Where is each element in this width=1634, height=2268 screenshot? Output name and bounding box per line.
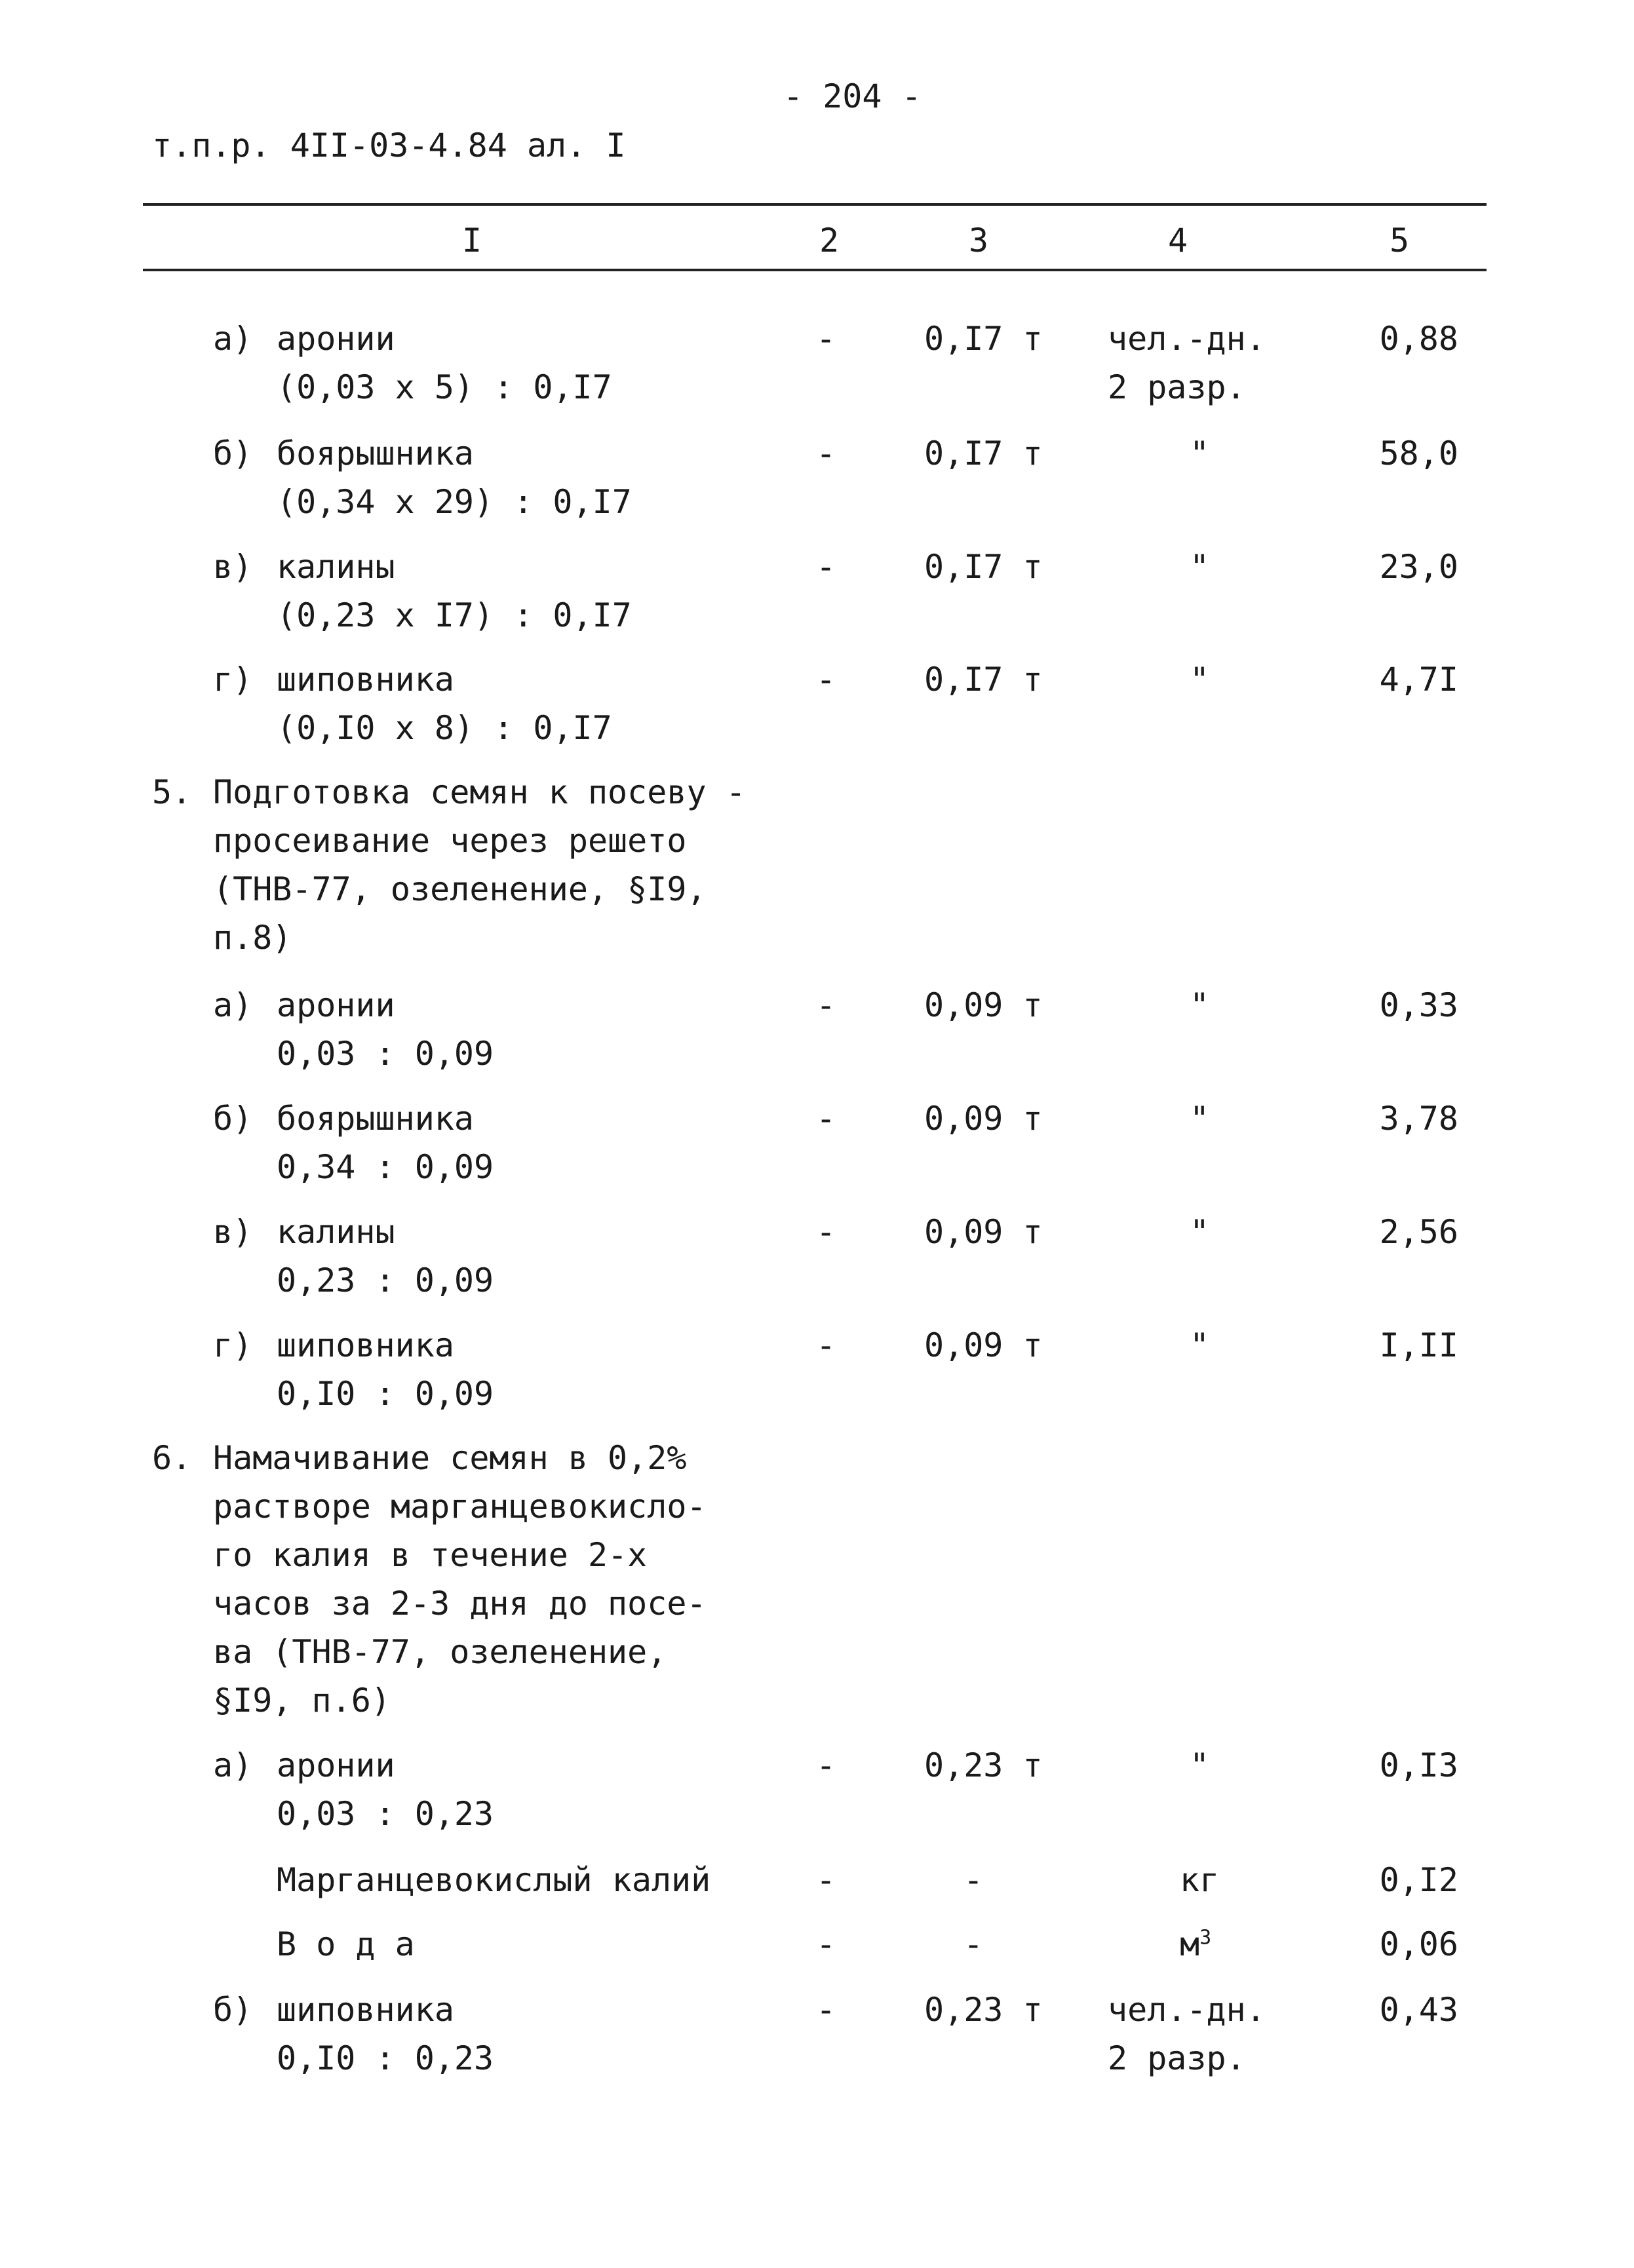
cell-col-5: 0,33 xyxy=(1379,986,1458,1024)
cell-col-5: 0,43 xyxy=(1379,1991,1458,2029)
cell-col-5: 0,I2 xyxy=(1379,1861,1458,1899)
header-col-1: I xyxy=(462,221,482,259)
cell-col-2: - xyxy=(816,986,836,1024)
cell-col-5: 23,0 xyxy=(1379,548,1458,586)
cell-col-5: 0,I3 xyxy=(1379,1746,1458,1784)
cell-col-2: - xyxy=(816,1925,836,1963)
cell-col-2: - xyxy=(816,1746,836,1784)
cell-col-5: 58,0 xyxy=(1379,434,1458,472)
cell-col-3: 0,I7 т xyxy=(924,548,1043,586)
cell-col-3: 0,I7 т xyxy=(924,320,1043,358)
cell-col-5: 4,7I xyxy=(1379,661,1458,699)
section-title-line: Намачивание семян в 0,2% xyxy=(213,1439,687,1477)
cell-col-4: 2 разр. xyxy=(1108,2039,1246,2077)
item-label-line: 0,34 : 0,09 xyxy=(277,1148,494,1186)
item-label-line: 0,I0 : 0,09 xyxy=(277,1375,494,1413)
cell-col-2: - xyxy=(816,434,836,472)
item-letter: а) xyxy=(213,320,253,358)
cell-col-4: кг xyxy=(1180,1861,1220,1899)
cell-col-4-ditto: " xyxy=(1190,1746,1210,1784)
page-number: - 204 - xyxy=(783,77,922,115)
cell-col-4: чел.-дн. xyxy=(1108,1991,1266,2029)
cell-col-3: - xyxy=(963,1925,984,1963)
section-title-line: Подготовка семян к посеву - xyxy=(213,773,746,811)
item-letter: а) xyxy=(213,1746,253,1784)
item-letter: б) xyxy=(213,1991,253,2029)
cell-col-3: 0,09 т xyxy=(924,1213,1043,1251)
item-label-line: аронии xyxy=(277,986,395,1024)
cell-col-4-ditto: " xyxy=(1190,1326,1210,1364)
item-label-line: В о д а xyxy=(277,1925,415,1963)
item-letter: б) xyxy=(213,434,253,472)
item-label-line: 0,03 : 0,09 xyxy=(277,1035,494,1073)
section-title-line: (ТНВ-77, озеленение, §I9, xyxy=(213,870,707,908)
cell-col-2: - xyxy=(816,1326,836,1364)
item-label-line: аронии xyxy=(277,1746,395,1784)
section-title-line: растворе марганцевокисло- xyxy=(213,1488,707,1526)
item-letter: г) xyxy=(213,1326,253,1364)
cell-col-2: - xyxy=(816,1861,836,1899)
cell-col-2: - xyxy=(816,548,836,586)
cell-col-4: $м^3$ xyxy=(1180,1925,1212,1963)
item-label-line: шиповника xyxy=(277,1991,454,2029)
section-title-line: просеивание через решето xyxy=(213,822,687,860)
item-label-line: (0,03 x 5) : 0,I7 xyxy=(277,368,612,406)
item-label-line: калины xyxy=(277,1213,395,1251)
cell-col-5: 2,56 xyxy=(1379,1213,1458,1251)
section-title-line: п.8) xyxy=(213,919,292,957)
table-top-rule xyxy=(143,203,1487,206)
item-letter: в) xyxy=(213,1213,253,1251)
section-title-line: ва (ТНВ-77, озеленение, xyxy=(213,1633,667,1671)
cell-col-4-ditto: " xyxy=(1190,661,1210,699)
cell-col-2: - xyxy=(816,1100,836,1138)
item-label-line: боярышника xyxy=(277,434,475,472)
header-col-2: 2 xyxy=(819,221,840,259)
cell-col-5: I,II xyxy=(1379,1326,1458,1364)
item-label-line: шиповника xyxy=(277,1326,454,1364)
cell-col-4: чел.-дн. xyxy=(1108,320,1266,358)
unit-superscript: 3 xyxy=(1199,1926,1212,1950)
section-number: 5. xyxy=(152,773,192,811)
table-header-rule xyxy=(143,269,1487,271)
cell-col-4-ditto: " xyxy=(1190,986,1210,1024)
item-label-line: (0,I0 x 8) : 0,I7 xyxy=(277,709,612,747)
document-reference: т.п.р. 4II-03-4.84 ал. I xyxy=(152,126,626,164)
section-number: 6. xyxy=(152,1439,192,1477)
cell-col-4-ditto: " xyxy=(1190,434,1210,472)
item-label-line: калины xyxy=(277,548,395,586)
item-letter: а) xyxy=(213,986,253,1024)
cell-col-3: - xyxy=(963,1861,984,1899)
cell-col-4-ditto: " xyxy=(1190,1100,1210,1138)
item-label-line: Марганцевокислый калий xyxy=(277,1861,711,1899)
cell-col-3: 0,09 т xyxy=(924,1326,1043,1364)
cell-col-3: 0,I7 т xyxy=(924,434,1043,472)
cell-col-3: 0,23 т xyxy=(924,1746,1043,1784)
header-col-4: 4 xyxy=(1168,221,1188,259)
item-label-line: 0,I0 : 0,23 xyxy=(277,2039,494,2077)
cell-col-4: 2 разр. xyxy=(1108,368,1246,406)
cell-col-4-ditto: " xyxy=(1190,548,1210,586)
item-label-line: (0,34 x 29) : 0,I7 xyxy=(277,483,632,521)
cell-col-2: - xyxy=(816,320,836,358)
section-title-line: го калия в течение 2-х xyxy=(213,1536,648,1574)
item-label-line: боярышника xyxy=(277,1100,475,1138)
section-title-line: часов за 2-3 дня до посе- xyxy=(213,1585,707,1623)
cell-col-3: 0,23 т xyxy=(924,1991,1043,2029)
cell-col-5: 0,06 xyxy=(1379,1925,1458,1963)
cell-col-5: 3,78 xyxy=(1379,1100,1458,1138)
cell-col-3: 0,09 т xyxy=(924,986,1043,1024)
item-label-line: шиповника xyxy=(277,661,454,699)
cell-col-5: 0,88 xyxy=(1379,320,1458,358)
item-label-line: (0,23 x I7) : 0,I7 xyxy=(277,596,632,634)
cell-col-3: 0,09 т xyxy=(924,1100,1043,1138)
cell-col-2: - xyxy=(816,1991,836,2029)
item-label-line: аронии xyxy=(277,320,395,358)
header-col-3: 3 xyxy=(969,221,989,259)
header-col-5: 5 xyxy=(1390,221,1410,259)
item-label-line: 0,03 : 0,23 xyxy=(277,1795,494,1833)
cell-col-4-ditto: " xyxy=(1190,1213,1210,1251)
item-letter: б) xyxy=(213,1100,253,1138)
section-title-line: §I9, п.6) xyxy=(213,1682,391,1720)
item-letter: в) xyxy=(213,548,253,586)
cell-col-2: - xyxy=(816,661,836,699)
cell-col-3: 0,I7 т xyxy=(924,661,1043,699)
item-label-line: 0,23 : 0,09 xyxy=(277,1261,494,1299)
cell-col-2: - xyxy=(816,1213,836,1251)
item-letter: г) xyxy=(213,661,253,699)
